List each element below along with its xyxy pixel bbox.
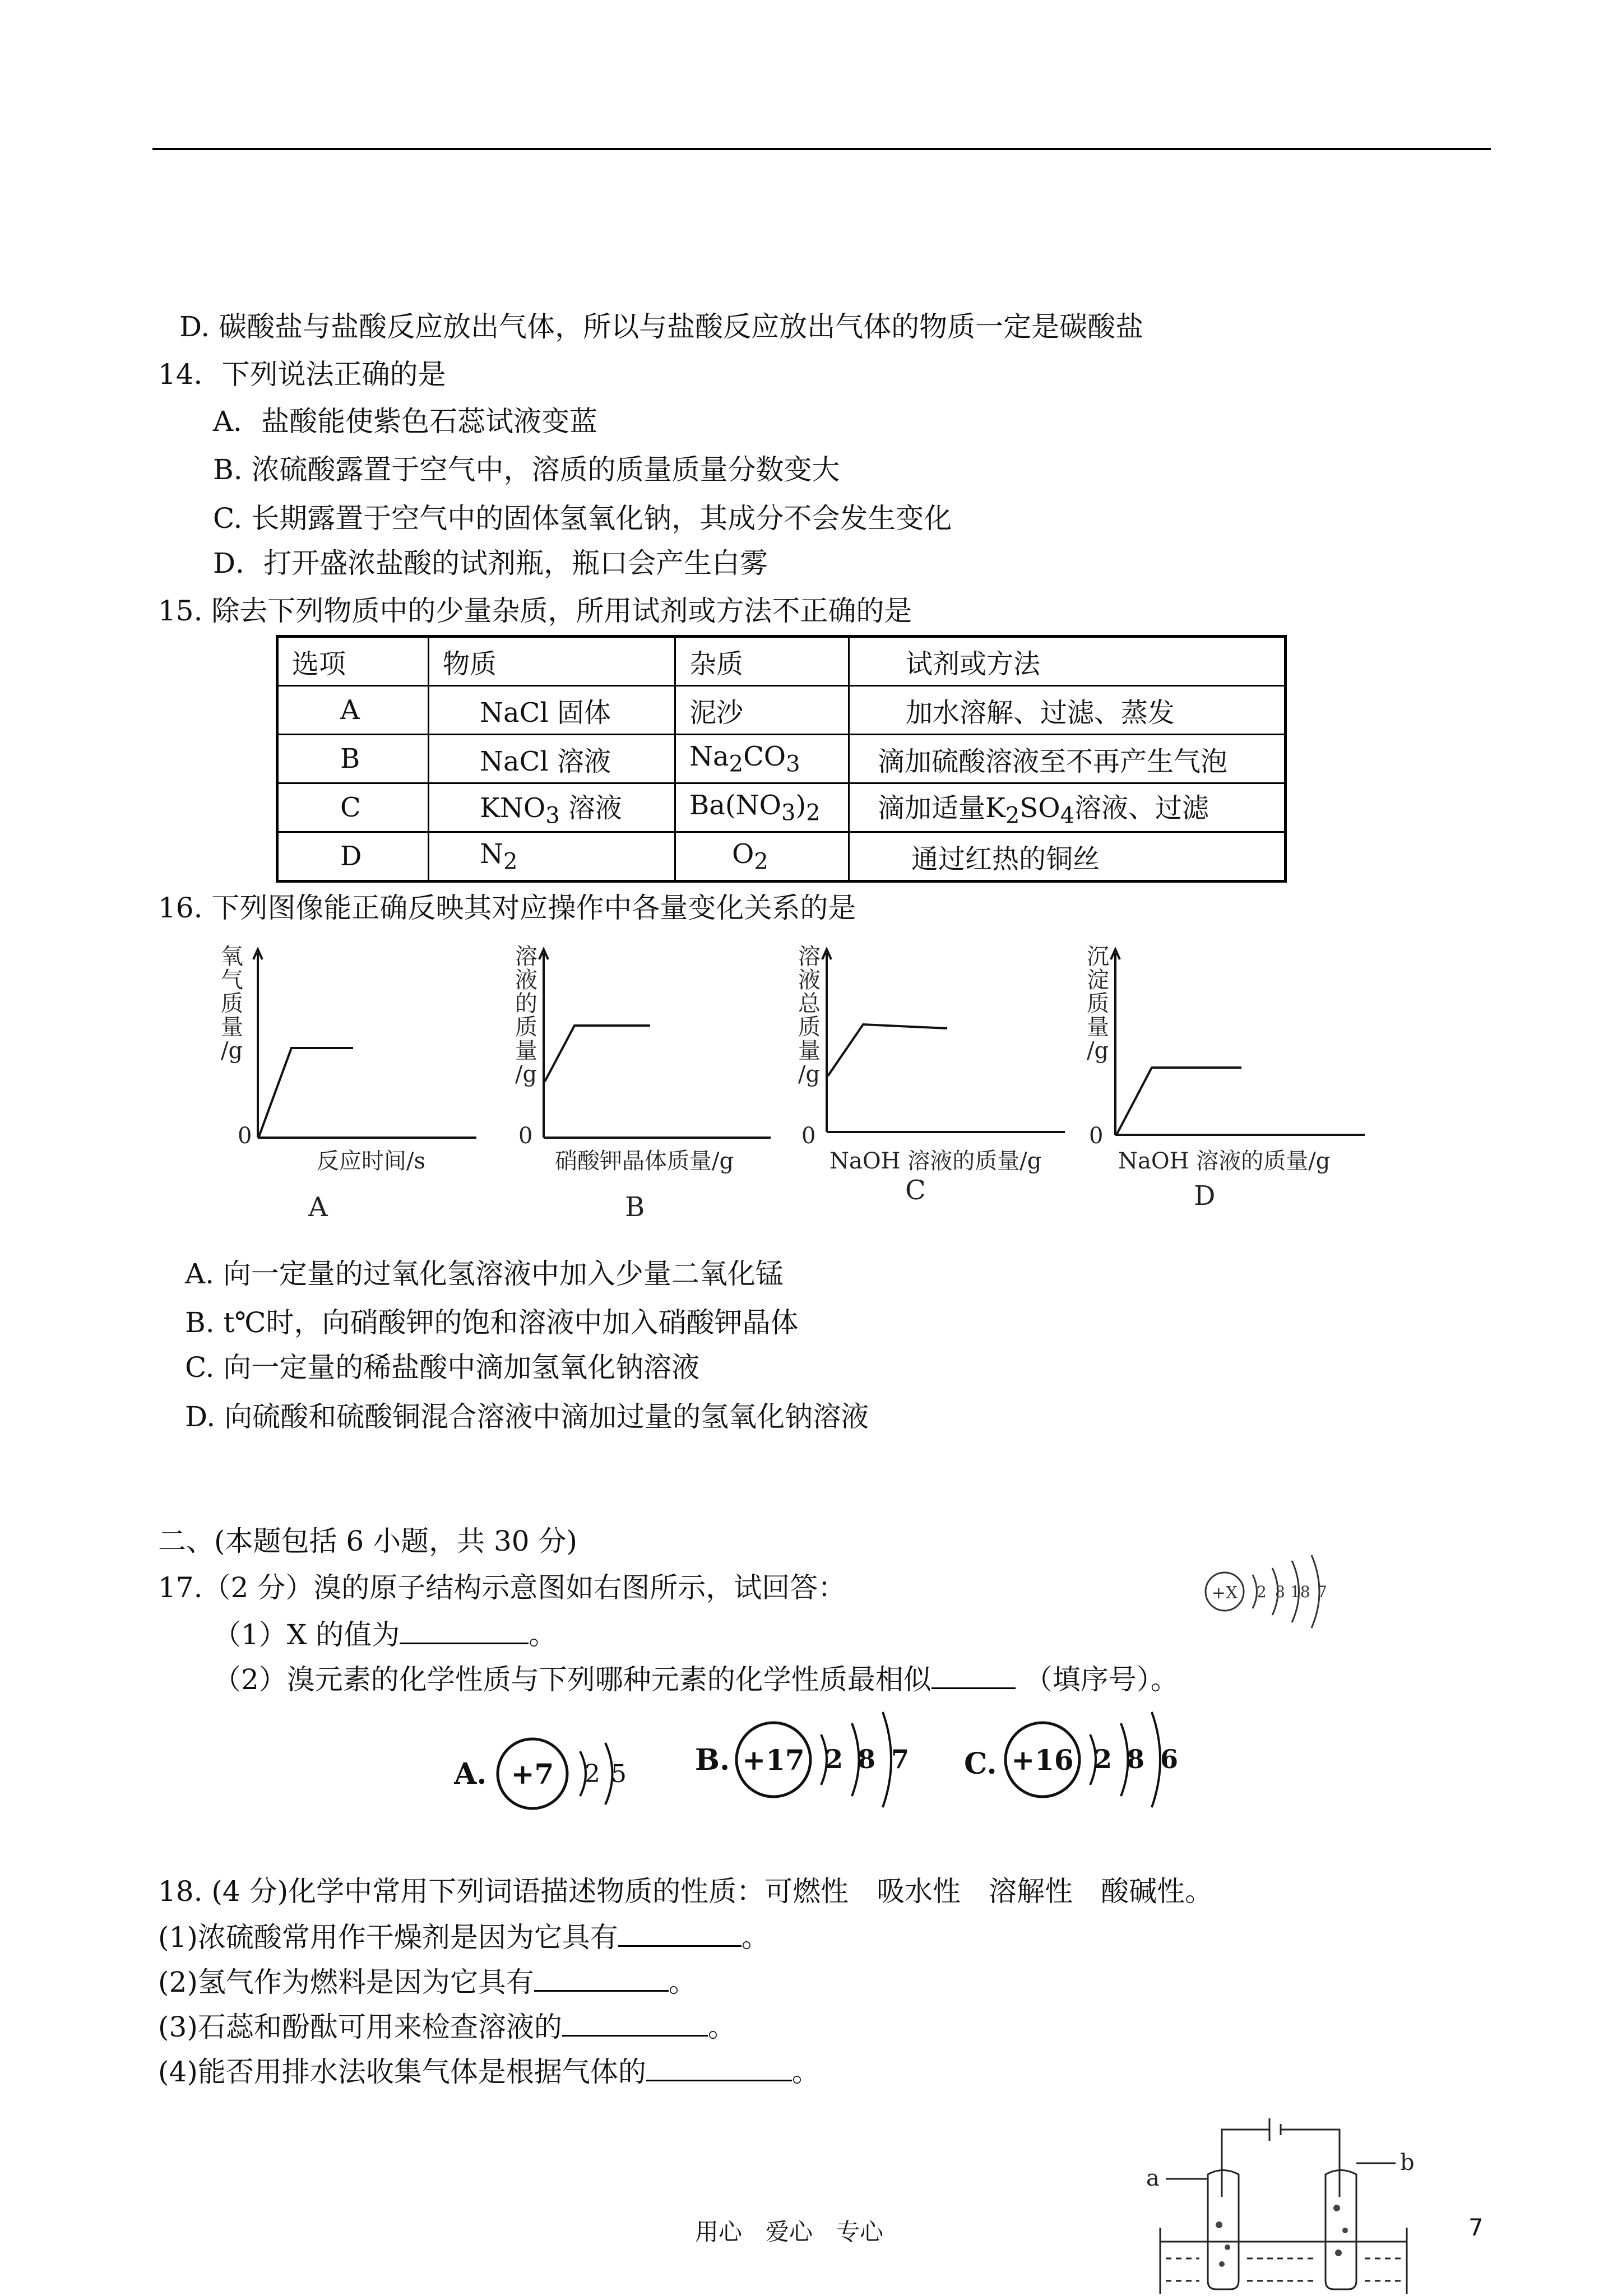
page-number: 7 bbox=[1468, 2214, 1484, 2241]
table-cell: A bbox=[277, 686, 429, 735]
table-header: 试剂或方法 bbox=[849, 637, 1286, 686]
table-cell: $N_2$ bbox=[429, 832, 675, 882]
graph-ylabel-char: 质 bbox=[798, 1014, 821, 1040]
graph-ylabel-char: 总 bbox=[798, 991, 821, 1017]
graph-ylabel-char: 气 bbox=[221, 967, 243, 993]
atom-shell: 2 bbox=[825, 1744, 844, 1774]
electrode-label-b: b bbox=[1400, 2150, 1415, 2176]
table-cell: $Ba(NO_3)_2$ bbox=[675, 783, 849, 832]
table-cell: 泥沙 bbox=[675, 686, 849, 735]
electrode-label-a: a bbox=[1146, 2165, 1160, 2191]
q18-part4-end: 。 bbox=[791, 2056, 820, 2088]
graph-ylabel-char: 液 bbox=[515, 967, 537, 993]
q17-part2 bbox=[213, 1662, 1179, 1696]
header-rule bbox=[152, 148, 1491, 150]
graph-letter: D bbox=[1194, 1180, 1216, 1212]
bromine-nucleus: +X bbox=[1211, 1583, 1238, 1603]
q17-part1 bbox=[213, 1617, 557, 1652]
graph-ylabel-char: 沉 bbox=[1087, 944, 1109, 970]
q18-part1 bbox=[158, 1919, 770, 1954]
q18-part2 bbox=[158, 1964, 697, 1999]
table-header: 物质 bbox=[429, 637, 675, 686]
q15-stem: 15. 除去下列物质中的少量杂质，所用试剂或方法不正确的是 bbox=[158, 595, 912, 627]
q16-option-b: B. t℃时，向硝酸钾的饱和溶液中加入硝酸钾晶体 bbox=[185, 1306, 799, 1339]
table-cell: C bbox=[277, 783, 429, 832]
table-header: 选项 bbox=[277, 637, 429, 686]
graph-ylabel-char: 质 bbox=[515, 1014, 537, 1040]
q18-part1-text: (1)浓硫酸常用作干燥剂是因为它具有 bbox=[158, 1921, 618, 1954]
graph-curve bbox=[259, 1048, 353, 1137]
graph-ylabel-char: 淀 bbox=[1087, 967, 1109, 993]
graph-ylabel-char: /g bbox=[221, 1038, 243, 1064]
q17-part2-end: （填序号）。 bbox=[1024, 1663, 1179, 1696]
graph-ylabel-char: 溶 bbox=[798, 944, 821, 970]
q18-part2-text: (2)氢气作为燃料是因为它具有 bbox=[158, 1966, 534, 1998]
table-cell: B bbox=[277, 735, 429, 783]
graph-letter: B bbox=[625, 1191, 645, 1222]
table-cell: $KNO_3$ 溶液 bbox=[429, 783, 675, 832]
electrolysis-apparatus-diagram bbox=[1132, 2113, 1446, 2294]
atom-shell: 2 bbox=[585, 1760, 600, 1788]
q17-part2-blank[interactable] bbox=[932, 1662, 1016, 1689]
graph-ylabel-char: 氧 bbox=[221, 944, 243, 970]
graph-ylabel-char: 量 bbox=[221, 1014, 243, 1040]
q13-option-d: D. 碳酸盐与盐酸反应放出气体，所以与盐酸反应放出气体的物质一定是碳酸盐 bbox=[179, 310, 1144, 343]
q14-option-b: B. 浓硫酸露置于空气中，溶质的质量质量分数变大 bbox=[213, 453, 840, 486]
graph-b bbox=[513, 941, 782, 1222]
table-cell: 滴加适量$K_2SO_4$溶液、过滤 bbox=[849, 783, 1286, 832]
q18-part3-end: 。 bbox=[707, 2011, 736, 2043]
graph-ylabel-char: 量 bbox=[1087, 1014, 1109, 1040]
graph-d bbox=[1085, 941, 1376, 1222]
bromine-shell: 2 bbox=[1257, 1583, 1267, 1601]
q18-part2-blank[interactable] bbox=[534, 1964, 669, 1992]
q18-stem: 18. (4 分)化学中常用下列词语描述物质的性质：可燃性 吸水性 溶解性 酸碱性。 bbox=[158, 1875, 1213, 1908]
graph-ylabel-char: 量 bbox=[515, 1038, 537, 1064]
q16-option-a: A. 向一定量的过氧化氢溶液中加入少量二氧化锰 bbox=[185, 1258, 784, 1290]
atom-shell: 8 bbox=[1127, 1744, 1145, 1774]
table-cell: 滴加硫酸溶液至不再产生气泡 bbox=[849, 735, 1286, 783]
graph-ylabel-char: /g bbox=[1087, 1038, 1109, 1064]
graph-a bbox=[219, 941, 488, 1222]
table-header: 杂质 bbox=[675, 637, 849, 686]
table-cell: $Na_2CO_3$ bbox=[675, 735, 849, 783]
graph-ylabel-char: 质 bbox=[221, 991, 243, 1017]
q18-part4-blank[interactable] bbox=[646, 2054, 792, 2081]
table-cell: NaCl 固体 bbox=[429, 686, 675, 735]
graph-origin: 0 bbox=[518, 1123, 533, 1149]
atom-shell: 2 bbox=[1094, 1744, 1113, 1774]
atom-option-letter: B. bbox=[695, 1743, 730, 1777]
atom-nucleus: +17 bbox=[742, 1743, 805, 1776]
q18-part2-end: 。 bbox=[668, 1966, 697, 1998]
q17-part1-blank[interactable] bbox=[400, 1617, 529, 1644]
table-cell: 加水溶解、过滤、蒸发 bbox=[849, 686, 1286, 735]
q18-part1-blank[interactable] bbox=[618, 1919, 742, 1947]
table-cell: 通过红热的铜丝 bbox=[849, 832, 1286, 882]
q18-part1-end: 。 bbox=[741, 1921, 770, 1954]
atom-option-letter: C. bbox=[964, 1747, 997, 1781]
graph-xlabel: NaOH 溶液的质量/g bbox=[829, 1148, 1042, 1174]
graph-xlabel: 硝酸钾晶体质量/g bbox=[555, 1148, 734, 1174]
q16-stem: 16. 下列图像能正确反映其对应操作中各量变化关系的是 bbox=[158, 892, 856, 924]
atom-option-c bbox=[964, 1704, 1199, 1810]
graph-xlabel: NaOH 溶液的质量/g bbox=[1118, 1148, 1331, 1174]
atom-shell: 7 bbox=[891, 1744, 910, 1774]
q18-part4 bbox=[158, 2054, 820, 2089]
graph-origin: 0 bbox=[801, 1123, 816, 1149]
table-row bbox=[277, 686, 1286, 735]
q15-table bbox=[276, 635, 1287, 883]
table-cell: D bbox=[277, 832, 429, 882]
bromine-atom-diagram bbox=[1199, 1547, 1345, 1631]
graph-letter: C bbox=[905, 1175, 926, 1206]
q18-part3-text: (3)石蕊和酚酞可用来检查溶液的 bbox=[158, 2011, 562, 2043]
graph-letter: A bbox=[308, 1191, 328, 1222]
graph-xlabel: 反应时间/s bbox=[317, 1148, 426, 1174]
q16-option-d: D. 向硫酸和硫酸铜混合溶液中滴加过量的氢氧化钠溶液 bbox=[185, 1400, 869, 1433]
atom-nucleus: +7 bbox=[511, 1757, 554, 1791]
atom-shell: 6 bbox=[1160, 1744, 1179, 1774]
graph-ylabel-char: 量 bbox=[798, 1038, 821, 1064]
graph-ylabel-char: 液 bbox=[798, 967, 821, 993]
graph-ylabel-char: 质 bbox=[1087, 991, 1109, 1017]
q14-option-d: D．打开盛浓盐酸的试剂瓶，瓶口会产生白雾 bbox=[213, 547, 768, 579]
atom-shell: 8 bbox=[858, 1744, 876, 1774]
footer-motto: 用心 爱心 专心 bbox=[695, 2218, 884, 2246]
q18-part3 bbox=[158, 2009, 736, 2044]
table-row bbox=[277, 783, 1286, 832]
q17-part2-text: （2）溴元素的化学性质与下列哪种元素的化学性质最相似 bbox=[213, 1663, 932, 1696]
table-row bbox=[277, 832, 1286, 882]
table-cell: $O_2$ bbox=[675, 832, 849, 882]
atom-option-letter: A. bbox=[454, 1757, 487, 1791]
graph-curve bbox=[828, 1024, 947, 1076]
atom-option-a bbox=[454, 1718, 656, 1813]
section-2-heading: 二、(本题包括 6 小题，共 30 分) bbox=[158, 1525, 578, 1557]
graph-origin: 0 bbox=[1089, 1123, 1104, 1149]
table-header-row bbox=[277, 637, 1286, 686]
atom-nucleus: +16 bbox=[1011, 1743, 1074, 1776]
q14-option-c: C. 长期露置于空气中的固体氢氧化钠，其成分不会发生变化 bbox=[213, 502, 952, 535]
graph-c bbox=[796, 941, 1076, 1222]
table-cell: NaCl 溶液 bbox=[429, 735, 675, 783]
q17-stem: 17.（2 分）溴的原子结构示意图如右图所示，试回答： bbox=[158, 1571, 846, 1604]
q17-part1-end: 。 bbox=[529, 1618, 557, 1651]
q16-option-c: C. 向一定量的稀盐酸中滴加氢氧化钠溶液 bbox=[185, 1351, 700, 1384]
bromine-shell: 7 bbox=[1317, 1583, 1327, 1601]
atom-shell: 5 bbox=[611, 1760, 627, 1788]
q14-option-a: A．盐酸能使紫色石蕊试液变蓝 bbox=[213, 405, 598, 438]
graph-ylabel-char: /g bbox=[515, 1061, 537, 1087]
graph-curve bbox=[1116, 1068, 1241, 1135]
atom-option-b bbox=[695, 1704, 930, 1810]
graph-ylabel-char: /g bbox=[798, 1061, 821, 1087]
q17-part1-text: （1）X 的值为 bbox=[213, 1618, 400, 1651]
bromine-shell: 8 bbox=[1275, 1583, 1285, 1601]
bromine-shell: 18 bbox=[1290, 1583, 1310, 1601]
q18-part4-text: (4)能否用排水法收集气体是根据气体的 bbox=[158, 2056, 646, 2088]
graph-curve bbox=[545, 1026, 650, 1082]
table-row bbox=[277, 735, 1286, 783]
q18-part3-blank[interactable] bbox=[562, 2009, 708, 2037]
q14-stem: 14．下列说法正确的是 bbox=[158, 358, 446, 391]
graph-origin: 0 bbox=[238, 1123, 252, 1149]
graph-ylabel-char: 溶 bbox=[515, 944, 537, 970]
graph-ylabel-char: 的 bbox=[515, 991, 537, 1017]
